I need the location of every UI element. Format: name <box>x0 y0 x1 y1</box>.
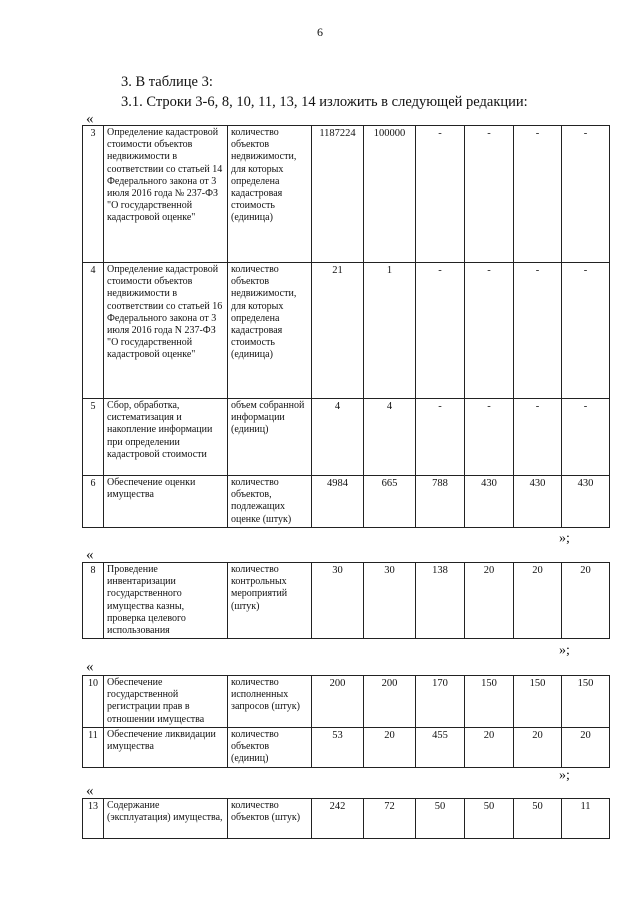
value-cell: 20 <box>465 563 514 639</box>
table-row <box>83 263 610 399</box>
table-row-13 <box>82 798 610 839</box>
value-cell: 72 <box>364 799 416 839</box>
table-row <box>83 476 610 528</box>
value-cell: - <box>562 399 610 476</box>
value-cell: 20 <box>562 727 610 767</box>
row-number: 4 <box>83 263 104 399</box>
open-quote: « <box>86 111 94 127</box>
value-cell: - <box>465 263 514 399</box>
table-row <box>83 799 610 839</box>
value-cell: 200 <box>364 676 416 728</box>
value-cell: - <box>416 126 465 263</box>
row-unit: объем собранной информации (единиц) <box>228 399 312 476</box>
value-cell: 20 <box>364 727 416 767</box>
row-name: Определение кадастровой стоимости объектов недвижимости в соответствии со статьей 16 Федерального закона от 3 июля 2016 года N 237-ФЗ "О государственной кадастровой оценке" <box>104 263 228 399</box>
value-cell: 200 <box>312 676 364 728</box>
page-number: 6 <box>317 25 323 39</box>
row-number: 8 <box>83 563 104 639</box>
section-heading: 3. В таблице 3: <box>121 74 213 90</box>
close-quote: »; <box>559 643 570 658</box>
table-row <box>83 727 610 767</box>
value-cell: 430 <box>562 476 610 528</box>
row-unit: количество объектов (единиц) <box>228 727 312 767</box>
value-cell: - <box>514 263 562 399</box>
value-cell: 100000 <box>364 126 416 263</box>
value-cell: 21 <box>312 263 364 399</box>
table-rows-10-11 <box>82 675 610 768</box>
row-name: Сбор, обработка, систематизация и накопление информации при определении кадастровой стоимости <box>104 399 228 476</box>
row-number: 6 <box>83 476 104 528</box>
close-quote: »; <box>559 531 570 546</box>
value-cell: 20 <box>562 563 610 639</box>
row-name: Обеспечение оценки имущества <box>104 476 228 528</box>
value-cell: 4 <box>364 399 416 476</box>
row-unit: количество объектов (штук) <box>228 799 312 839</box>
value-cell: 20 <box>514 563 562 639</box>
value-cell: 665 <box>364 476 416 528</box>
value-cell: - <box>514 126 562 263</box>
table-row <box>83 676 610 728</box>
value-cell: - <box>465 126 514 263</box>
value-cell: 455 <box>416 727 465 767</box>
value-cell: - <box>562 263 610 399</box>
value-cell: - <box>416 263 465 399</box>
value-cell: - <box>562 126 610 263</box>
value-cell: 53 <box>312 727 364 767</box>
row-name: Проведение инвентаризации государственного имущества казны, проверка целевого использования <box>104 563 228 639</box>
row-unit: количество объектов, подлежащих оценке (штук) <box>228 476 312 528</box>
row-name: Определение кадастровой стоимости объектов недвижимости в соответствии со статьей 14 Федерального закона от 3 июля 2016 года № 237-ФЗ "О государственной кадастровой оценке" <box>104 126 228 263</box>
value-cell: 30 <box>364 563 416 639</box>
open-quote: « <box>86 547 94 563</box>
value-cell: 150 <box>514 676 562 728</box>
value-cell: 20 <box>465 727 514 767</box>
value-cell: - <box>416 399 465 476</box>
table-row-8 <box>82 562 610 639</box>
row-number: 10 <box>83 676 104 728</box>
value-cell: 170 <box>416 676 465 728</box>
value-cell: 50 <box>465 799 514 839</box>
value-cell: 150 <box>465 676 514 728</box>
row-unit: количество исполненных запросов (штук) <box>228 676 312 728</box>
row-number: 13 <box>83 799 104 839</box>
value-cell: 11 <box>562 799 610 839</box>
value-cell: 1187224 <box>312 126 364 263</box>
close-quote: »; <box>559 768 570 783</box>
value-cell: 430 <box>514 476 562 528</box>
value-cell: 20 <box>514 727 562 767</box>
row-name: Содержание (эксплуатация) имущества, <box>104 799 228 839</box>
value-cell: 138 <box>416 563 465 639</box>
value-cell: 788 <box>416 476 465 528</box>
value-cell: - <box>465 399 514 476</box>
row-unit: количество объектов недвижимости, для которых определена кадастровая стоимость (единица) <box>228 126 312 263</box>
value-cell: 50 <box>514 799 562 839</box>
table-row <box>83 126 610 263</box>
value-cell: 242 <box>312 799 364 839</box>
row-name: Обеспечение ликвидации имущества <box>104 727 228 767</box>
row-number: 11 <box>83 727 104 767</box>
row-number: 5 <box>83 399 104 476</box>
row-unit: количество контрольных мероприятий (штук) <box>228 563 312 639</box>
value-cell: 4 <box>312 399 364 476</box>
value-cell: 150 <box>562 676 610 728</box>
table-rows-3-6 <box>82 125 610 528</box>
table-row <box>83 563 610 639</box>
open-quote: « <box>86 783 94 799</box>
row-number: 3 <box>83 126 104 263</box>
value-cell: - <box>514 399 562 476</box>
subsection-heading: 3.1. Строки 3-6, 8, 10, 11, 13, 14 изложить в следующей редакции: <box>121 94 528 110</box>
open-quote: « <box>86 659 94 675</box>
value-cell: 4984 <box>312 476 364 528</box>
value-cell: 50 <box>416 799 465 839</box>
value-cell: 430 <box>465 476 514 528</box>
value-cell: 1 <box>364 263 416 399</box>
row-name: Обеспечение государственной регистрации прав в отношении имущества <box>104 676 228 728</box>
table-row <box>83 399 610 476</box>
value-cell: 30 <box>312 563 364 639</box>
row-unit: количество объектов недвижимости, для которых определена кадастровая стоимость (единица) <box>228 263 312 399</box>
